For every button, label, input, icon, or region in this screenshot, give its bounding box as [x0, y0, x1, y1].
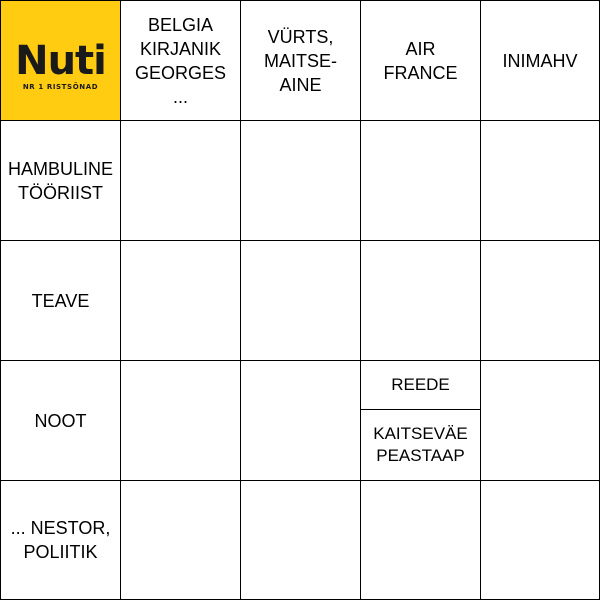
answer-cell[interactable] — [120, 480, 241, 600]
clue-top-1-text: BELGIA KIRJANIK GEORGES ... — [134, 14, 227, 107]
clue-top-3-text: AIR FRANCE — [383, 38, 458, 83]
clue-left-1-text: HAMBULINE TÖÖRIIST — [7, 158, 114, 203]
logo-brand: Nuti — [15, 37, 106, 84]
answer-cell[interactable] — [480, 360, 600, 481]
logo-tagline: NR 1 RISTSÕNAD — [22, 82, 99, 91]
nuti-logo — [0, 0, 121, 121]
clue-top-1 — [120, 0, 241, 121]
answer-cell[interactable] — [360, 240, 481, 361]
clue-split-upper-text: REEDE — [391, 375, 450, 394]
answer-cell[interactable] — [360, 120, 481, 241]
answer-cell[interactable] — [120, 240, 241, 361]
answer-cell[interactable] — [480, 240, 600, 361]
clue-top-4-text: INIMAHV — [502, 50, 578, 71]
answer-cell[interactable] — [120, 120, 241, 241]
answer-cell[interactable] — [240, 480, 361, 600]
clue-left-2-text: TEAVE — [31, 290, 90, 311]
clue-left-3 — [0, 360, 121, 481]
clue-left-4-text: ... NESTOR, POLIITIK — [10, 518, 111, 562]
answer-cell[interactable] — [120, 360, 241, 481]
answer-cell[interactable] — [480, 120, 600, 241]
clue-left-2 — [0, 240, 121, 361]
clue-top-2-text: VÜRTS, MAITSE- AINE — [263, 26, 337, 95]
answer-cell[interactable] — [240, 360, 361, 481]
clue-top-2 — [240, 0, 361, 121]
answer-cell[interactable] — [360, 480, 481, 600]
clue-top-4 — [480, 0, 600, 121]
clue-split-upper — [360, 360, 481, 410]
clue-split-lower — [360, 409, 481, 481]
answer-cell[interactable] — [240, 120, 361, 241]
answer-cell[interactable] — [240, 240, 361, 361]
clue-left-1 — [0, 120, 121, 241]
clue-left-4 — [0, 480, 121, 600]
clue-split-lower-text: KAITSEVÄE PEASTAAP — [373, 424, 468, 465]
answer-cell[interactable] — [480, 480, 600, 600]
clue-top-3 — [360, 0, 481, 121]
clue-left-3-text: NOOT — [34, 410, 87, 431]
